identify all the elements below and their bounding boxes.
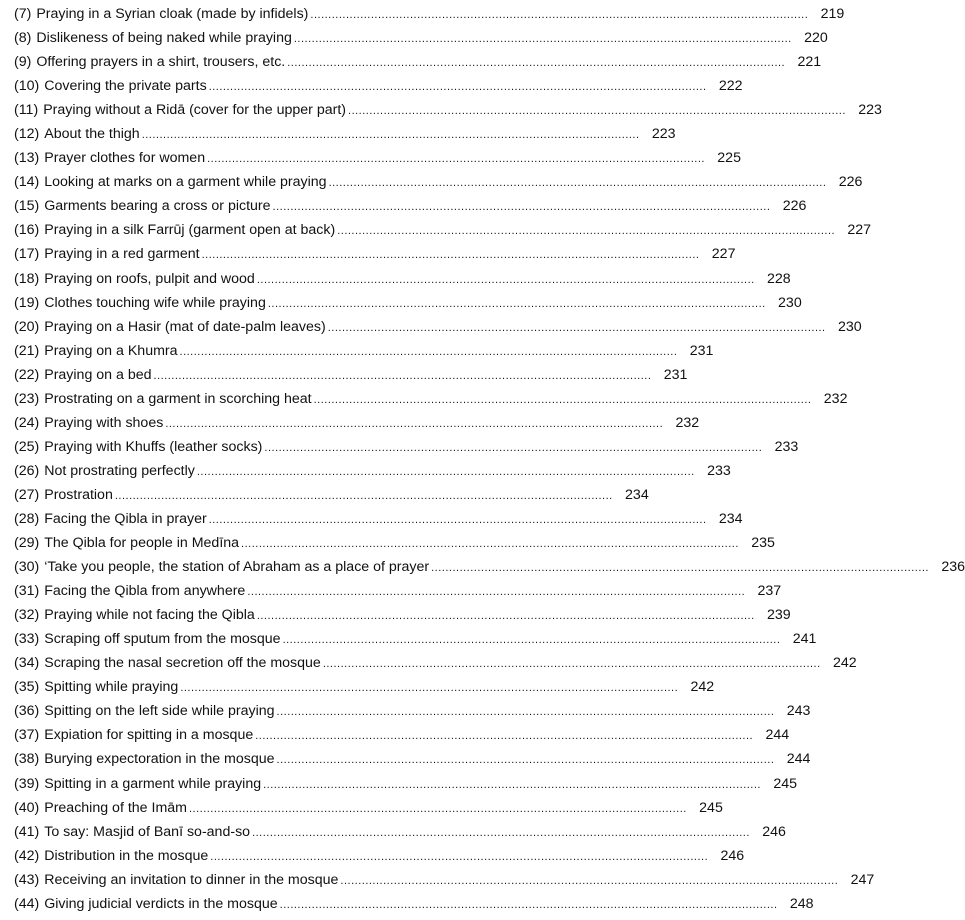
dot-leader: ............................................................................................................................................ [272, 201, 771, 214]
dot-leader: ............................................................................................................................................ [210, 850, 709, 863]
dot-leader: ............................................................................................................................................ [247, 586, 746, 599]
entry-number: (29) [14, 535, 40, 552]
toc-entry [14, 559, 965, 583]
entry-title: Expiation for spitting in a mosque [44, 727, 254, 744]
page-number: 244 [765, 727, 790, 744]
entry-number: (38) [14, 751, 40, 768]
page-number: 223 [858, 102, 882, 119]
toc-entry [14, 318, 862, 343]
entry-title: Garments bearing a cross or picture [44, 198, 271, 215]
page-number: 228 [767, 270, 791, 287]
toc-entry [14, 895, 814, 920]
toc-entry [14, 6, 845, 30]
entry-title: Praying in a red garment [44, 246, 200, 263]
entry-number: (22) [14, 366, 40, 383]
entry-number: (24) [14, 414, 40, 431]
dot-leader: ............................................................................................................................................ [282, 634, 781, 647]
entry-number: (10) [14, 78, 40, 95]
entry-number: (34) [14, 655, 40, 672]
entry-number: (8) [14, 30, 32, 47]
entry-title: The Qibla for people in Medīna [44, 535, 240, 552]
dot-leader: ............................................................................................................................................ [276, 706, 775, 719]
entry-title: Facing the Qibla in prayer [44, 510, 207, 527]
entry-title: Giving judicial verdicts in the mosque [44, 895, 278, 912]
toc-entry [14, 438, 799, 463]
entry-title: Prostrating on a garment in scorching heat [44, 390, 312, 407]
page-number: 230 [778, 294, 802, 311]
dot-leader: ............................................................................................................................................ [255, 730, 754, 743]
page-number: 231 [663, 366, 688, 383]
dot-leader: ............................................................................................................................................ [310, 9, 809, 21]
page-number: 233 [774, 438, 799, 455]
toc-entry [14, 78, 743, 102]
entry-number: (11) [14, 102, 39, 119]
page-number: 241 [792, 631, 817, 648]
entry-title: Scraping the nasal secretion off the mosque [44, 655, 321, 672]
toc-entry [14, 198, 807, 222]
page-number: 221 [797, 54, 822, 71]
dot-leader: ............................................................................................................................................ [279, 898, 778, 911]
page-number: 236 [941, 559, 965, 576]
entry-number: (30) [14, 559, 40, 576]
toc-entry [14, 703, 811, 727]
page-number: 239 [767, 607, 791, 624]
page-number: 219 [820, 6, 845, 22]
entry-title: Spitting in a garment while praying [44, 775, 262, 792]
page-number: 237 [757, 583, 782, 600]
dot-leader: ............................................................................................................................................ [293, 33, 792, 46]
dot-leader: ............................................................................................................................................ [241, 538, 739, 551]
toc-entry [14, 462, 731, 487]
entry-title: Dislikeness of being naked while praying [36, 30, 292, 47]
entry-number: (25) [14, 438, 40, 455]
dot-leader: ............................................................................................................................................ [322, 658, 821, 671]
entry-number: (39) [14, 775, 40, 792]
entry-title: Praying on a Khumra [44, 342, 178, 359]
page-number: 246 [720, 847, 745, 864]
entry-title: Scraping off sputum from the mosque [44, 631, 281, 648]
dot-leader: ............................................................................................................................................ [287, 57, 786, 70]
page-number: 245 [773, 775, 797, 792]
page-number: 233 [707, 462, 731, 479]
entry-number: (35) [14, 679, 40, 696]
entry-number: (14) [14, 174, 40, 191]
entry-number: (32) [14, 607, 40, 624]
entry-number: (27) [14, 486, 40, 503]
toc-entry [14, 102, 882, 126]
entry-title: Preaching of the Imām [44, 799, 187, 816]
page-number: 232 [675, 414, 700, 431]
page-number: 234 [625, 486, 649, 503]
toc-entry [14, 679, 715, 703]
dot-leader: ............................................................................................................................................ [180, 682, 679, 695]
dot-leader: ............................................................................................................................................ [201, 249, 700, 262]
entry-title: Spitting on the left side while praying [44, 703, 275, 720]
entry-title: Facing the Qibla from anywhere [44, 583, 246, 600]
entry-title: Clothes touching wife while praying [44, 294, 266, 311]
page-number: 226 [838, 174, 863, 191]
entry-number: (33) [14, 631, 40, 648]
toc-entry [14, 655, 857, 679]
entry-number: (40) [14, 799, 40, 816]
entry-number: (36) [14, 703, 40, 720]
entry-number: (12) [14, 126, 40, 143]
dot-leader: ............................................................................................................................................ [263, 778, 761, 791]
page-number: 244 [786, 751, 811, 768]
entry-title: About the thigh [44, 126, 140, 143]
entry-title: Burying expectoration in the mosque [44, 751, 275, 768]
toc-entry [14, 510, 743, 535]
dot-leader: ............................................................................................................................................ [328, 177, 827, 190]
entry-title: Offering prayers in a shirt, trousers, etc. [36, 54, 286, 71]
entry-number: (23) [14, 390, 40, 407]
toc-entry [14, 535, 775, 559]
dot-leader: ............................................................................................................................................ [256, 273, 755, 286]
page-number: 225 [717, 150, 741, 167]
toc-entry [14, 30, 828, 54]
entry-number: (7) [14, 6, 32, 22]
entry-number: (21) [14, 342, 40, 359]
page-number: 235 [751, 535, 775, 552]
page-number: 222 [718, 78, 743, 95]
toc-entry [14, 390, 848, 415]
dot-leader: ............................................................................................................................................ [141, 129, 640, 142]
page-number: 245 [699, 799, 723, 816]
entry-title: To say: Masjid of Banī so-and-so [44, 823, 251, 840]
dot-leader: ............................................................................................................................................ [207, 153, 705, 166]
toc-entry [14, 126, 676, 150]
page-number: 231 [689, 342, 714, 359]
toc-entry [14, 607, 791, 631]
page-number: 247 [850, 871, 875, 888]
entry-number: (20) [14, 318, 40, 335]
entry-number: (37) [14, 727, 40, 744]
dot-leader: ............................................................................................................................................ [256, 610, 755, 623]
dot-leader: ............................................................................................................................................ [431, 562, 929, 575]
entry-title: Praying with shoes [44, 414, 164, 431]
dot-leader: ............................................................................................................................................ [188, 802, 687, 815]
entry-number: (42) [14, 847, 40, 864]
dot-leader: ............................................................................................................................................ [313, 393, 812, 406]
toc-entry [14, 847, 745, 872]
toc-entry [14, 871, 875, 896]
entry-title: Receiving an invitation to dinner in the mosque [44, 871, 339, 888]
page-number: 246 [762, 823, 786, 840]
entry-title: Prostration [44, 486, 113, 503]
table-of-contents [14, 6, 965, 920]
toc-entry [14, 823, 786, 848]
dot-leader: ............................................................................................................................................ [196, 465, 695, 478]
entry-title: Praying while not facing the Qibla [44, 607, 255, 624]
toc-entry [14, 270, 791, 295]
toc-entry [14, 727, 790, 751]
toc-entry [14, 54, 822, 78]
page-number: 223 [651, 126, 676, 143]
toc-entry [14, 751, 811, 775]
dot-leader: ............................................................................................................................................ [264, 441, 763, 454]
page-number: 227 [711, 246, 736, 263]
entry-number: (13) [14, 150, 40, 167]
dot-leader: ............................................................................................................................................ [208, 513, 707, 526]
toc-entry [14, 246, 736, 270]
dot-leader: ............................................................................................................................................ [267, 297, 766, 310]
page-number: 227 [847, 222, 872, 239]
entry-title: Praying in a silk Farrūj (garment open at back) [44, 222, 336, 239]
dot-leader: ............................................................................................................................................ [337, 225, 836, 238]
page-number: 242 [690, 679, 715, 696]
entry-number: (19) [14, 294, 40, 311]
entry-number: (17) [14, 246, 40, 263]
entry-title: Praying on a bed [44, 366, 152, 383]
page-number: 220 [804, 30, 828, 47]
page-number: 242 [833, 655, 857, 672]
entry-title: ‘Take you people, the station of Abraham as a place of prayer [44, 559, 430, 576]
dot-leader: ............................................................................................................................................ [327, 321, 826, 334]
dot-leader: ............................................................................................................................................ [165, 417, 664, 430]
entry-title: Spitting while praying [44, 679, 179, 696]
toc-entry [14, 174, 863, 198]
toc-entry [14, 631, 817, 655]
toc-entry [14, 414, 700, 439]
dot-leader: ............................................................................................................................................ [208, 81, 707, 94]
entry-number: (41) [14, 823, 40, 840]
page-number: 248 [789, 895, 814, 912]
entry-number: (28) [14, 510, 40, 527]
toc-entry [14, 150, 741, 174]
page-number: 232 [823, 390, 848, 407]
dot-leader: ............................................................................................................................................ [114, 489, 613, 502]
entry-title: Praying on a Hasir (mat of date-palm leaves) [44, 318, 326, 335]
entry-number: (18) [14, 270, 40, 287]
toc-entry [14, 775, 797, 800]
entry-number: (9) [14, 54, 32, 71]
page-number: 243 [786, 703, 811, 720]
dot-leader: ............................................................................................................................................ [179, 345, 678, 358]
page-number: 230 [837, 318, 862, 335]
entry-title: Prayer clothes for women [44, 150, 206, 167]
entry-number: (44) [14, 895, 40, 912]
toc-entry [14, 583, 782, 607]
toc-entry [14, 342, 714, 367]
dot-leader: ............................................................................................................................................ [252, 826, 750, 839]
entry-number: (16) [14, 222, 40, 239]
page-number: 234 [718, 510, 743, 527]
toc-entry [14, 486, 649, 511]
toc-entry [14, 366, 688, 391]
dot-leader: ............................................................................................................................................ [348, 105, 846, 118]
dot-leader: ............................................................................................................................................ [340, 874, 839, 887]
entry-number: (31) [14, 583, 40, 600]
toc-entry [14, 294, 802, 319]
entry-title: Praying without a Ridā (cover for the upper part) [43, 102, 347, 119]
entry-title: Praying with Khuffs (leather socks) [44, 438, 263, 455]
entry-title: Covering the private parts [44, 78, 207, 95]
dot-leader: ............................................................................................................................................ [276, 754, 775, 767]
entry-title: Distribution in the mosque [44, 847, 209, 864]
entry-number: (15) [14, 198, 40, 215]
dot-leader: ............................................................................................................................................ [153, 369, 652, 382]
page-number: 226 [782, 198, 807, 215]
entry-number: (43) [14, 871, 40, 888]
entry-title: Not prostrating perfectly [44, 462, 195, 479]
entry-title: Looking at marks on a garment while praying [44, 174, 327, 191]
toc-entry [14, 222, 872, 246]
entry-title: Praying on roofs, pulpit and wood [44, 270, 255, 287]
toc-entry [14, 799, 723, 824]
entry-title: Praying in a Syrian cloak (made by infidels) [36, 6, 309, 22]
entry-number: (26) [14, 462, 40, 479]
